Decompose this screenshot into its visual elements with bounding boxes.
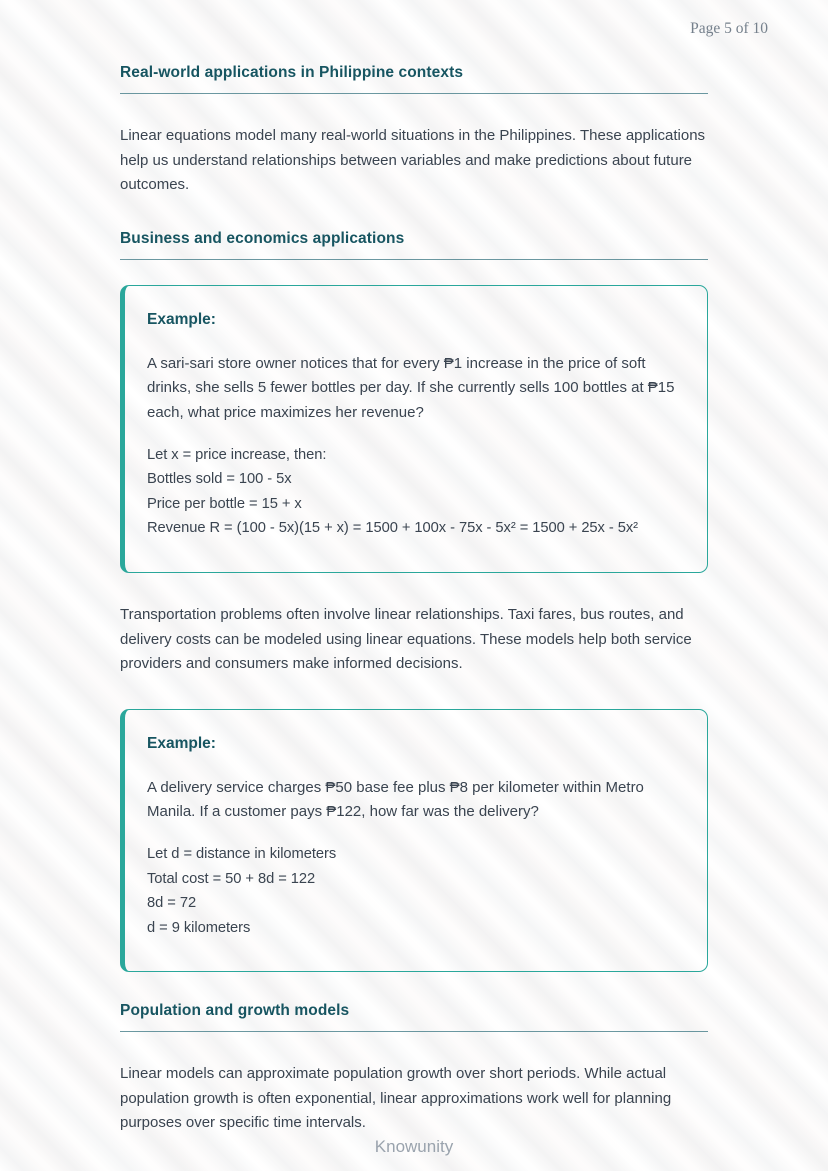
transport-paragraph: Transportation problems often involve linear relationships. Taxi fares, bus routes, and delivery costs can be modeled using linear equations. These models help both service providers and consumers make informed decisions. <box>120 605 692 673</box>
example-problem-text: A sari-sari store owner notices that for every ₱1 increase in the price of soft drinks, she sells 5 fewer bottles per day. If she currently sells 100 bottles at ₱15 each, what price maximizes her revenue? <box>147 354 675 421</box>
heading-underline <box>120 93 708 94</box>
solution-line: Let x = price increase, then: <box>147 446 327 463</box>
page-number: Page 5 of 10 <box>690 20 768 37</box>
solution-line: Total cost = 50 + 8d = 122 <box>147 870 316 887</box>
population-paragraph: Linear models can approximate population growth over short periods. While actual population growth is often exponential, linear approximations work well for planning purposes over specific time intervals. <box>120 1065 672 1132</box>
heading-underline <box>120 1031 708 1032</box>
example-problem-text: A delivery service charges ₱50 base fee plus ₱8 per kilometer within Metro Manila. If a customer pays ₱122, how far was the delivery? <box>147 778 644 821</box>
solution-line: 8d = 72 <box>147 895 197 912</box>
section-heading-business <box>120 230 708 260</box>
heading-underline <box>120 259 708 260</box>
example-box-revenue <box>120 285 708 573</box>
intro-paragraph: Linear equations model many real-world situations in the Philippines. These applications help us understand relationships between variables and make predictions about future outcomes. <box>120 127 706 194</box>
solution-line: Let d = distance in kilometers <box>147 845 337 862</box>
example-solution <box>147 842 683 940</box>
solution-line: Price per bottle = 15 + x <box>147 495 302 512</box>
solution-line: d = 9 kilometers <box>147 919 251 936</box>
section-heading-population <box>120 1002 708 1032</box>
example-label: Example: <box>147 734 216 752</box>
example-solution <box>147 443 683 541</box>
heading-business-economics: Business and economics applications <box>120 229 405 247</box>
heading-realworld-applications: Real-world applications in Philippine contexts <box>120 64 464 81</box>
example-box-delivery <box>120 709 708 973</box>
footer-brand-knowunity: Knowunity <box>374 1137 454 1156</box>
solution-line: Bottles sold = 100 - 5x <box>147 471 292 488</box>
solution-line: Revenue R = (100 - 5x)(15 + x) = 1500 + 100x - 75x - 5x² = 1500 + 25x - 5x² <box>147 520 639 537</box>
section-heading-realworld <box>120 64 708 94</box>
heading-population-growth: Population and growth models <box>120 1002 350 1020</box>
example-label: Example: <box>147 310 216 328</box>
